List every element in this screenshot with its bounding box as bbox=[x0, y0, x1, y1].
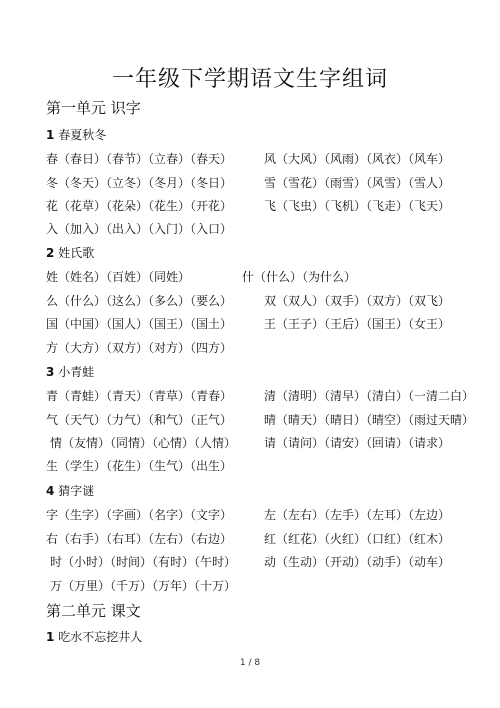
lesson-heading bbox=[46, 482, 94, 499]
word-entry: 国（中国）（国人）（国王）（国土） bbox=[46, 317, 233, 331]
lesson-heading bbox=[46, 244, 94, 261]
word-entry: 生（学生）（花生）（生气）（出生） bbox=[46, 459, 233, 473]
lesson-number: 1 bbox=[46, 630, 55, 644]
word-row bbox=[46, 411, 496, 429]
word-row bbox=[46, 530, 496, 548]
word-entry: 雪（雪花）（雨雪）（风雪）（雪人） bbox=[264, 176, 451, 190]
word-row bbox=[46, 577, 496, 595]
lesson-name: 吃水不忘挖井人 bbox=[58, 630, 143, 644]
word-entry: 冬（冬天）（立冬）（冬月）（冬日） bbox=[46, 176, 233, 190]
lesson-name: 猜字谜 bbox=[58, 484, 95, 498]
word-entry: 右（右手）（右耳）（左右）（右边） bbox=[46, 532, 233, 546]
word-entry: 清（清明）（清早）（清白）（一清二白） bbox=[264, 389, 475, 403]
word-entry: 么（什么）（这么）（多么）（要么） bbox=[46, 294, 233, 308]
word-row bbox=[46, 553, 496, 571]
unit-heading: 第一单元 识字 bbox=[46, 99, 141, 117]
word-row bbox=[46, 315, 496, 333]
page-number: 1 / 8 bbox=[239, 658, 261, 668]
word-entry: 双（双人）（双手）（双方）（双飞） bbox=[264, 294, 451, 308]
lesson-name: 姓氏歌 bbox=[58, 246, 95, 260]
lesson-number: 2 bbox=[46, 246, 55, 260]
word-row bbox=[46, 339, 496, 357]
word-row bbox=[46, 434, 496, 452]
lesson-name: 小青蛙 bbox=[58, 365, 95, 379]
word-row bbox=[46, 197, 496, 215]
word-entry: 气（天气）（力气）（和气）（正气） bbox=[46, 413, 233, 427]
word-entry: 青（青蛙）（青天）（青草）（青春） bbox=[46, 389, 233, 403]
word-row bbox=[46, 457, 496, 475]
word-entry: 字（生字）（字画）（名字）（文字） bbox=[46, 508, 233, 522]
lesson-heading bbox=[46, 126, 106, 143]
word-entry: 什（什么）（为什么） bbox=[242, 270, 357, 284]
word-row bbox=[46, 506, 496, 524]
page-title: 一年级下学期语文生字组词 bbox=[111, 67, 388, 92]
unit-heading: 第二单元 课文 bbox=[46, 602, 141, 620]
word-row bbox=[46, 268, 496, 286]
word-entry: 请（请问）（请安）（回请）（请求） bbox=[264, 436, 451, 450]
lesson-number: 1 bbox=[46, 128, 55, 142]
lesson-number: 3 bbox=[46, 365, 55, 379]
word-entry: 左（左右）（左手）（左耳）（左边） bbox=[264, 508, 451, 522]
word-row bbox=[46, 174, 496, 192]
word-entry: 姓（姓名）（百姓）（同姓） bbox=[46, 270, 191, 284]
lesson-number: 4 bbox=[46, 484, 55, 498]
word-entry: 时（小时）（时间）（有时）（午时） bbox=[50, 555, 237, 569]
word-entry: 飞（飞虫）（飞机）（飞走）（飞天） bbox=[264, 199, 451, 213]
lesson-name: 春夏秋冬 bbox=[58, 128, 107, 142]
word-entry: 情（友情）（同情）（心情）（人情） bbox=[50, 436, 237, 450]
word-row bbox=[46, 220, 496, 238]
word-entry: 红（红花）（火红）（口红）（红木） bbox=[264, 532, 451, 546]
word-entry: 晴（晴天）（晴日）（晴空）（雨过天晴） bbox=[264, 413, 475, 427]
word-row bbox=[46, 387, 496, 405]
lesson-heading bbox=[46, 628, 142, 645]
word-row bbox=[46, 292, 496, 310]
word-entry: 风（大风）（风雨）（风衣）（风车） bbox=[264, 152, 451, 166]
word-entry: 万（万里）（千万）（万年）（十万） bbox=[50, 579, 237, 593]
word-entry: 春（春日）（春节）（立春）（春天） bbox=[46, 152, 233, 166]
word-entry: 花（花草）（花朵）（花生）（开花） bbox=[46, 199, 233, 213]
word-entry: 方（大方）（双方）（对方）（四方） bbox=[46, 341, 233, 355]
word-entry: 王（王子）（王后）（国王）（女王） bbox=[264, 317, 451, 331]
word-row bbox=[46, 150, 496, 168]
lesson-heading bbox=[46, 363, 94, 380]
word-entry: 入（加入）（出入）（入门）（入口） bbox=[46, 222, 233, 236]
word-entry: 动（生动）（开动）（动手）（动车） bbox=[264, 555, 451, 569]
